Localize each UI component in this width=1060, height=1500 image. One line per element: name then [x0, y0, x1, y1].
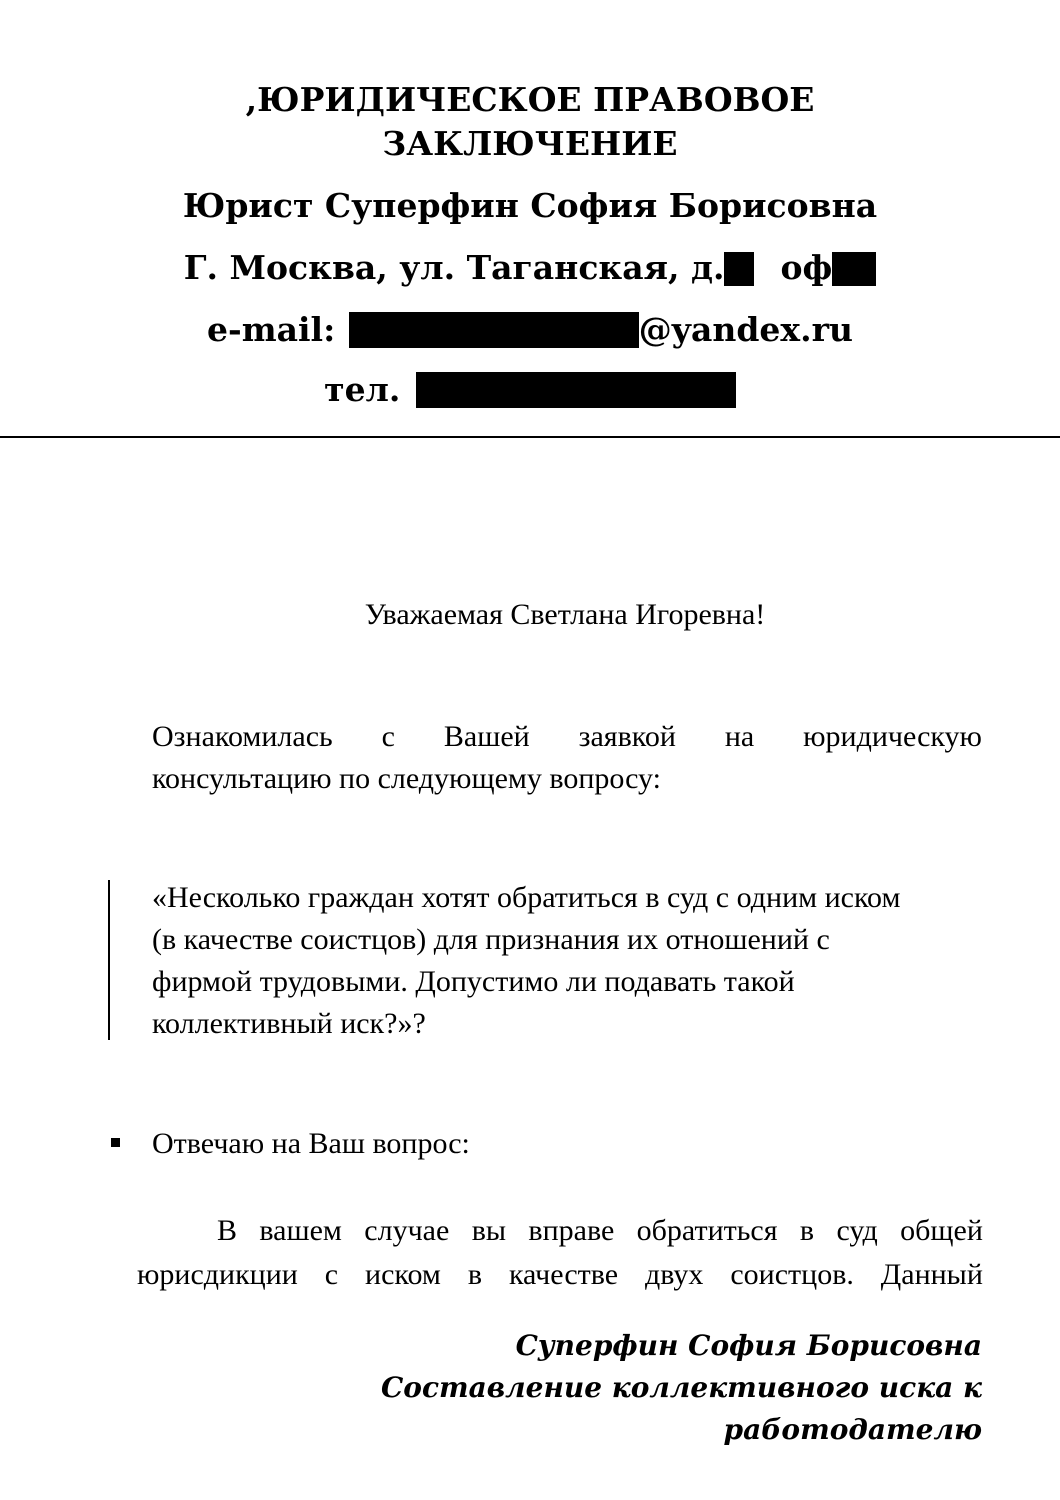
body-word: случае	[364, 1214, 450, 1247]
intro-word: Вашей	[443, 720, 530, 753]
intro-word: юридическую	[803, 720, 982, 753]
quote-line: (в качестве соистцов) для признания их отношений с	[152, 923, 830, 956]
body-word: соистцов.	[730, 1258, 854, 1291]
redacted-house-number	[724, 252, 754, 286]
quote-bar	[108, 880, 110, 1040]
email-label: e-mail:	[207, 310, 336, 349]
signature-block	[381, 1325, 982, 1451]
answer-body	[137, 1209, 983, 1297]
document-title-line-1: ,ЮРИДИЧЕСКОЕ ПРАВОВОЕ	[245, 80, 815, 119]
quote-line: «Несколько граждан хотят обратиться в суд с одним иском	[152, 881, 901, 914]
answer-heading: Отвечаю на Ваш вопрос:	[152, 1127, 470, 1160]
intro-word: заявкой	[578, 720, 676, 753]
intro-word: с	[381, 720, 395, 753]
body-word: юрисдикции	[137, 1258, 298, 1291]
redacted-phone-number	[416, 372, 736, 408]
body-word: В	[217, 1214, 238, 1247]
redacted-office-number	[832, 252, 876, 286]
intro-word: на	[724, 720, 755, 753]
office-label: оф	[780, 248, 833, 287]
body-word: суд	[836, 1214, 878, 1247]
phone-label: тел.	[324, 370, 401, 409]
body-word: с	[324, 1258, 339, 1291]
lawyer-name: Юрист Суперфин София Борисовна	[182, 186, 878, 225]
quote-line: коллективный иск?»?	[152, 1007, 426, 1040]
greeting: Уважаемая Светлана Игоревна!	[364, 598, 766, 631]
body-word: обратиться	[636, 1214, 778, 1247]
document-title-line-2: ЗАКЛЮЧЕНИЕ	[382, 124, 678, 163]
header-divider	[0, 436, 1060, 438]
body-word: иском	[365, 1258, 441, 1291]
quote-line: фирмой трудовыми. Допустимо ли подавать такой	[152, 965, 795, 998]
answer-line-2	[137, 1253, 983, 1297]
body-word: общей	[900, 1214, 983, 1247]
intro-paragraph	[152, 716, 982, 800]
bullet-square-icon	[111, 1138, 120, 1147]
body-word: в	[467, 1258, 482, 1291]
phone-line	[0, 370, 1060, 410]
body-word: вашем	[259, 1214, 342, 1247]
signature-name: Суперфин София Борисовна	[515, 1329, 982, 1362]
body-word: вправе	[528, 1214, 615, 1247]
address-line	[0, 248, 1060, 288]
redacted-email-user	[349, 312, 639, 348]
address-text: Г. Москва, ул. Таганская, д.	[183, 248, 725, 287]
body-word: качестве	[508, 1258, 619, 1291]
answer-line-1	[137, 1209, 983, 1253]
intro-word: Ознакомилась	[152, 720, 333, 753]
email-domain: @yandex.ru	[638, 310, 853, 349]
body-word: вы	[471, 1214, 507, 1247]
email-line	[0, 310, 1060, 350]
body-word: в	[799, 1214, 815, 1247]
body-word: двух	[645, 1258, 704, 1291]
signature-line-2: Составление коллективного иска к	[380, 1371, 982, 1404]
quoted-question	[152, 877, 982, 1045]
intro-line-2: консультацию по следующему вопросу:	[152, 762, 661, 795]
body-word: Данный	[880, 1258, 983, 1291]
signature-line-3: работодателю	[723, 1413, 982, 1446]
intro-line-1	[152, 716, 982, 758]
